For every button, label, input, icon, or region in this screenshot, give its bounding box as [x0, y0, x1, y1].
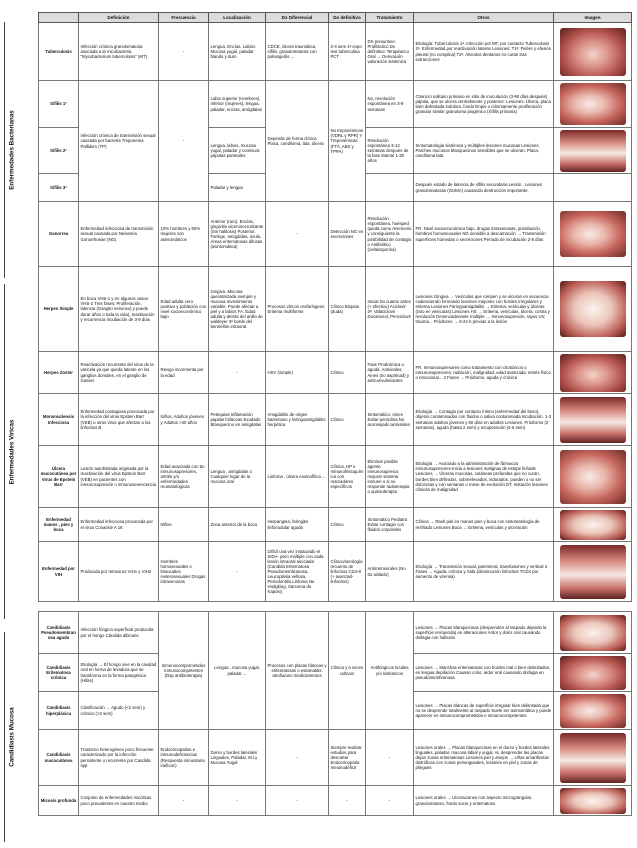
- table-row: [39, 81, 632, 128]
- definition-cell: Producida por retrovirus VIH1 y VIH2: [79, 542, 159, 602]
- image-cell: [554, 23, 632, 81]
- others-cell: Lesiones orales → Placas blanquecinas en el dorso y bordes laterales linguales, paladar, mucosa labial y yugal. AL desprender las placas dejan zonas eritematosas Lesiones piel y anejos → Uñas amarillentas distróficas con zonas periungueales, lesiones en piel y zonas de pliegues: [414, 730, 554, 786]
- definition-cell: Enfermedad infecciosa de transmisión sexual causada por Neisseria Gonorrhoeae (NG): [79, 202, 159, 267]
- definitive-cell: 2-4 sem 1ª expo test tuberculina PCT: [329, 23, 366, 81]
- header-cell: Dx definitivo: [329, 13, 366, 23]
- frequency-cell: Niños: [159, 508, 209, 542]
- treatment-cell: -: [366, 730, 414, 786]
- location-cell: Petequias Inflamación papilas foliáceas Exudado Blanquecino en amígdalas: [209, 394, 266, 446]
- table-row: [39, 612, 632, 654]
- differential-cell: Herpangina, faringitis linfonodular aguda: [266, 508, 329, 542]
- frequency-cell: Inmunocomprometidos Inmunocompetentes (Dsp antibioterapia): [159, 612, 209, 730]
- definitive-cell: Clínico/serología recuento de linfocitos CD4-8 (+ avanzad-linfocitos): [329, 542, 366, 602]
- table-row: [39, 786, 632, 816]
- group-bracket-bacterial: [4, 22, 16, 278]
- differential-cell: Procesos con placas blancas y eritematosas o estomatitis: atrofia/uso medicamentos: [266, 612, 329, 730]
- clinical-photo: [560, 615, 626, 651]
- image-cell: [554, 352, 632, 394]
- disease-name: Candidiasis Eritematosa crónica: [39, 654, 79, 692]
- differential-cell: Amigdalitis de origen bacteriano y faringoamigdalitis herpética: [266, 394, 329, 446]
- definitive-cell: Detección NG en secreciones: [329, 202, 366, 267]
- clinical-photo: [560, 83, 626, 125]
- image-cell: [554, 81, 632, 128]
- others-cell: Etiología → Transmisión sexual, parenteral, transfusiones y vertical 3 Fases → Aguda, crónica y Sida (disminución linfocitos TCD4 por aumento de viremia): [414, 542, 554, 602]
- treatment-cell: Iniciar tto cuanto antes (+ efectivo) Aciclovir 3ª: Valaciclovir Docanosol, Penciclovir: [366, 267, 414, 352]
- location-cell: Labio superior (Hombres), Inferior (mujeres), lengua, paladar, encías, amígdalas: [209, 81, 266, 128]
- group-label-viral: Enfermedades Víricas: [8, 419, 16, 484]
- frequency-cell: Hombres homosexuales o bisexuales Heterosexuales Drogas intravenosas: [159, 542, 209, 602]
- definition-cell: Enfermedad contagiosa provocada por la infección del virus Epstein Barr (VEB) u otros virus que afectan a los linfocitos B: [79, 394, 159, 446]
- disease-name: Candidiasis hiperplásica: [39, 692, 79, 730]
- table-row: [39, 394, 632, 446]
- definition-cell: Enfermedad infecciosa provocada por el virus Coxackie A 16: [79, 508, 159, 542]
- table-row: [39, 202, 632, 267]
- disease-name: Enfermedad por VIH: [39, 542, 79, 602]
- treatment-cell: Antifúngicos locales y/o sistémicos: [366, 612, 414, 730]
- others-cell: Chancro solitario primario en sitio de inoculación (3-90 días después) pápula, que se ulcera centralmente y posterior: Lesiones. Úlcera, placa bien delimitada indolora, fondo limpio o mínimamente proliferación granular similar granuloma piogénico (Sífilis primaria): [414, 81, 554, 128]
- disease-name: Herpes Zoster: [39, 352, 79, 394]
- image-cell: [554, 612, 632, 654]
- differential-cell: -: [266, 730, 329, 786]
- others-cell: Etiología → Asociado a la administración de fármacos inmunosupresores Inicia a lesiones malignas de estirpe linfoide Lesiones → Úlceras mucosas, cutáneas profundas que no curan, bordes bien definidos, sobreelevados, indurados, pueden o no ser dolorosas y con semanas o mese de evolución DT. Imitación lesiones clínicas de malignidad: [414, 446, 554, 508]
- table-row: [39, 508, 632, 542]
- frequency-cell: -: [159, 81, 209, 202]
- frequency-cell: Endocrinopatías e inmunodeficiencias (Respuesta inmunitaria ineficaz): [159, 730, 209, 786]
- definitive-cell: -: [329, 786, 366, 816]
- image-cell: [554, 202, 632, 267]
- image-cell: [554, 654, 632, 692]
- image-cell: [554, 508, 632, 542]
- definition-cell: Infección crónica de transmisión sexual causada por bacteria Treponema Pallidum (TP): [79, 81, 159, 202]
- image-cell: [554, 542, 632, 602]
- others-cell: Clínica → Rash piel en manos pies y boca con sintomatología de resfriado Lesiones Boca → Eritema, vesículas y ulceración: [414, 508, 554, 542]
- others-cell: FR. Inmunosupresores como tratamiento con citotóxicos o inmunosupresores, radiación, malignidad, edad avanzada, estrés físico o emocional... 3 Fases → Pródromo, aguda y crónica: [414, 352, 554, 394]
- group-label-candidiasis: Candidiasis Mucosa: [8, 707, 16, 767]
- treatment-cell: DX presuntivo: Profiláctico Dx definitivo: Terapéutico Oral → Derivación valoración sistémica: [366, 23, 414, 81]
- disease-name: Gonorrea: [39, 202, 79, 267]
- header-cell: Frecuencia: [159, 13, 209, 23]
- group-label-bacterial: Enfermedades Bacterianas: [8, 110, 16, 190]
- frequency-cell: -: [159, 786, 209, 816]
- table-row: [39, 542, 632, 602]
- image-cell: [554, 394, 632, 446]
- treatment-cell: No, resolución espontánea en 3-8 semanas: [366, 81, 414, 128]
- image-cell: [554, 128, 632, 174]
- treatment-cell: Fase Prodrómica o aguda. Antivirales, Aines (no aspirinad) y anticonvulsivantes: [366, 352, 414, 394]
- clinical-photo: [560, 656, 626, 690]
- others-cell: Lesiones → Placas blancas de superficie irregular bien delimitada que no se desprende totalmente al raspado Suele ser asintomática y puede aparecer en inmunocomprometidos e inmunocompetentes: [414, 692, 554, 730]
- header-cell: Tratamiento: [366, 13, 414, 23]
- definition-cell: Infección crónica granulomatosa asociada a la micobacteria "Mycobacterium tuberculosis" (MT): [79, 23, 159, 81]
- table-row: [39, 352, 632, 394]
- clinical-photo: [560, 694, 626, 728]
- table-row: [39, 267, 632, 352]
- definitive-cell: Siempre realizar estudios para descartar Endocrinopatía Inmunodéficit: [329, 730, 366, 786]
- differential-cell: Procesos víricos orofaríngeos Eritema multiforme: [266, 267, 329, 352]
- header-cell: Definición: [79, 13, 159, 23]
- image-cell: [554, 786, 632, 816]
- location-cell: -: [209, 352, 266, 394]
- location-cell: Lengua, Encías, Labios Mucosa yugal, paladar blando y duro: [209, 23, 266, 81]
- clinical-photo: [560, 397, 626, 443]
- treatment-cell: Resolución espontánea, huésped queda como reservorio y consiguiente la posibilidad de contagio o Antibiótico (cefalosporina): [366, 202, 414, 267]
- definitive-cell: Clínico: [329, 394, 366, 446]
- disease-name: Mononucleosis Infecciosa: [39, 394, 79, 446]
- section-gap: [39, 602, 632, 612]
- treatment-cell: Eliminar posible agente inmunosupresor, mejorar sistema inmune o si no responde radioterapia o quimioterapia: [366, 446, 414, 508]
- image-cell: [554, 267, 632, 352]
- others-cell: Lesiones orales → Ulceraciones con aspecto micrograngular, granulomatoso, fondo sucio y eritematoso: [414, 786, 554, 816]
- others-cell: Lesiones Gingiva → Vesículas que rompen y se ulceran en secuencia coalesciendo formando lesiones mayores con bordes irregulares y eritema Lesiones Faringoamigdalitis → Eritema, vesículas y úlceras (raro en vesículas) Lesiones HS → Eritema, vesículas, úlcera, costra y resolución Desencadenante múltiple → Inmunosupresión, rayos UV, trauma... Pródromo → 6-24 h previas a la lesión: [414, 267, 554, 352]
- location-cell: Anterior (raro). Encías, gingivitis ulceronecrotizante (Sin halitosis) Posterior. Faringe, amígdalas, úvula, Áreas eritematosas difusas (asintomática): [209, 202, 266, 267]
- clinical-photo: [560, 354, 626, 392]
- others-cell: Etiología → Contagio por contacto íntimo (enfermedad del beso), objetos contaminados con fluidos o saliva contaminada Incubación. 1-3 semanas adultos jóvenes y 50 días en adultos Lesiones. Pródromo (2 semanas), aguda (hasta 2 sem) y recuperación (4-6 sem): [414, 394, 554, 446]
- image-cell: [554, 174, 632, 202]
- image-cell: [554, 730, 632, 786]
- table-row: [39, 730, 632, 786]
- table-row: [39, 446, 632, 508]
- others-cell: Etiología: Tuberculosis 1ª. Infección por MT, por contacto Tuberculosis 2ª. Enfermedad por reactivación latente Lesiones: T1ª: Fiebre y efusión pleural (no complica) T2ª. Alveolos dentarios no curan tras extracciones: [414, 23, 554, 81]
- disease-name: Herpes Simple: [39, 267, 79, 352]
- definition-cell: Clasificación → Agudo (<2 sem) y crónico (>2 sem): [79, 692, 159, 730]
- image-cell: [554, 692, 632, 730]
- definition-cell: Etiología → El hongo vive en la cavidad oral en forma de levadura que se transforma en la forma patogénica (Hifas): [79, 654, 159, 692]
- definitive-cell: Clínico Biopsia (duda): [329, 267, 366, 352]
- header-cell: [39, 13, 79, 23]
- differential-cell: Depende de forma clínica Placa, condiloma, lata, úlcera: [266, 81, 329, 202]
- disease-name: Sífilis 3ª: [39, 174, 79, 202]
- disease-name: Candidiasis mucocutánea: [39, 730, 79, 786]
- group-bracket-candidiasis: [4, 632, 16, 842]
- frequency-cell: Edad avanzada con tto inmunosupresores, artritis y/o enfermedades reumatológicas: [159, 446, 209, 508]
- treatment-cell: Sintomático Pediatra Evitar contagio con fluidos corporales: [366, 508, 414, 542]
- location-cell: Gingiva. Mucosa queratinizada siempre y mucosa revestimiento variable. Puede afectar a piel y a labios FA. Edad adulta y detrás del anillo de waldeyer 3ª borde del bermellón intraoral.: [209, 267, 266, 352]
- definitive-cell: No treponémicas (VDRL y RPR) Y Treponémicas (FTA, ABS y TPPA): [329, 81, 366, 202]
- differential-cell: -: [266, 202, 329, 267]
- clinical-photo: [560, 733, 626, 783]
- disease-name: Enfermedad manos , pies y boca: [39, 508, 79, 542]
- location-cell: -: [209, 542, 266, 602]
- treatment-cell: Sintomático. Aines Evitar penicilina No aconsejado antivirales: [366, 394, 414, 446]
- frequency-cell: Riesgo incrementa por la edad: [159, 352, 209, 394]
- location-cell: Lengua, labios, mucosa yugal, paladar y comisura pápulas parietales: [209, 128, 266, 174]
- header-cell: Dx Diferencial: [266, 13, 329, 23]
- frequency-cell: Edad adulta cero positivo y población con nivel socioeconómico bajo: [159, 267, 209, 352]
- clinical-photo: [560, 130, 626, 172]
- clinical-photo: [560, 211, 626, 257]
- definition-cell: Lesión autolimitada originada por la reactivación del virus Epstein Barr (VEB) en pacientes con inmunosupresión o inmunosenescencia: [79, 446, 159, 508]
- disease-name: Sífilis 2ª: [39, 128, 79, 174]
- others-cell: Después estado de latencia de sífilis secundaria Lesión . Lesiones granulomatosas (GUMA) causando destrucción importante.: [414, 174, 554, 202]
- location-cell: -: [209, 786, 266, 816]
- differential-cell: HSV (simple): [266, 352, 329, 394]
- definition-cell: Trastorno heterogéneo poco frecuente caracterizado por la infección persistente o recurrente por Candida spp: [79, 730, 159, 786]
- frequency-cell: 10% hombres y 60% mujeres son asintomáticos: [159, 202, 209, 267]
- image-cell: [554, 446, 632, 508]
- others-cell: Lesiones → Placas blanquecinas (desprenden al raspado dejando la superficie enrojecida) en alteraciones Ardor y dolor oral causando disfagia con halitosis: [414, 612, 554, 654]
- clinical-photo: [560, 788, 626, 814]
- disease-name: Candidiasis Pseudomembranosa aguda: [39, 612, 79, 654]
- frequency-cell: Niños, Adultos jóvenes y Adultos >40 años: [159, 394, 209, 446]
- definitive-cell: Clínica y a veces cultivos: [329, 612, 366, 730]
- header-row: [39, 13, 632, 23]
- location-cell: Lengua , mucosa yugal, paladar ...: [209, 612, 266, 730]
- location-cell: Lengua , amígdalas o Cualquier lugar de la mucosa oral: [209, 446, 266, 508]
- frequency-cell: -: [159, 23, 209, 81]
- disease-name: Úlcera mucocutánea por Virus de Epstein Barr: [39, 446, 79, 508]
- disease-name: Micosis profunda: [39, 786, 79, 816]
- disease-name: Sífilis 1ª: [39, 81, 79, 128]
- treatment-cell: -: [366, 786, 414, 816]
- definition-cell: Infección fúngica superficial producida por el hongo Cándida albicans: [79, 612, 159, 654]
- definition-cell: Conjunto de enfermedades micóticas poco prevalentes en nuestro medio: [79, 786, 159, 816]
- definition-cell: En boca VHS-1 y en algunos casos VHS-2 Tres fases: Proliferación, latencia (Ganglio nervioso) y puede durar años o toda la vida), reactivación y recurrencia Incubación de 3-9 días: [79, 267, 159, 352]
- clinical-photo: [560, 510, 626, 540]
- definitive-cell: Clínico: [329, 508, 366, 542]
- header-cell: Imagen: [554, 13, 632, 23]
- treatment-cell: Resolución espontánea 3-12 semanas después de la fase latente 1-30 años: [366, 128, 414, 174]
- clinical-photo: [560, 450, 626, 504]
- others-cell: FR. Nivel socioeconómico bajo, drogas intravenosas, prostitución, hombres homosexuales NG sensible a descamación → Transmisión superficies húmedas o secreciones Período de incubación 2-8 días: [414, 202, 554, 267]
- treatment-cell: [366, 174, 414, 202]
- disease-name: Tuberculosis: [39, 23, 79, 81]
- group-bracket-viral: [4, 284, 16, 619]
- clinical-photo: [560, 28, 626, 76]
- differential-cell: CDCE, úlcera traumática, sífilis, granulomatosis con poliangeítis ...: [266, 23, 329, 81]
- differential-cell: Difícil una vez instaurado el SIDA- pero múltiple con cada lesión intraoral asociada (Candida Eritematosa Pseudomembranosa, Leucoplasia vellosa, Periodontitis,Linfoma No Hodgking, Sarcoma de Kaposi): [266, 542, 329, 602]
- location-cell: Paladar y lengua: [209, 174, 266, 202]
- location-cell: Zona anterior de la boca: [209, 508, 266, 542]
- differential-cell: Linfoma , úlcera eosinofílica ...: [266, 446, 329, 508]
- location-cell: Dorso y bordes laterales Linguales, Paladar, M.l.y Mucosa Yugal: [209, 730, 266, 786]
- definition-cell: Reactivación recurrente del virus de la varicela ya que queda latente en los ganglios dorsales, en el ganglio de Gasser: [79, 352, 159, 394]
- clinical-photo: [560, 281, 626, 337]
- header-cell: Localización: [209, 13, 266, 23]
- definitive-cell: Clínico: [329, 352, 366, 394]
- definitive-cell: Clínica, HP e Inmunohistoquímica con marcadores específicos: [329, 446, 366, 508]
- others-cell: Sintomatología sistémica y múltiples lesiones mucosas Lesiones. Parches mucosos blanquecinos sensibles que se ulceran, Placa, condiloma lata: [414, 128, 554, 174]
- differential-cell: -: [266, 786, 329, 816]
- clinical-photo: [560, 545, 626, 599]
- table-row: [39, 23, 632, 81]
- others-cell: Lesiones → Manchas eritematosas con bordes mal o bien delimitados, en lengua depilación Causan color, ardor oral causando disfagia en pseudomembranosa: [414, 654, 554, 692]
- treatment-cell: Antirretrovirales (No tto aislado): [366, 542, 414, 602]
- header-cell: Otros: [414, 13, 554, 23]
- disease-table: [38, 12, 632, 816]
